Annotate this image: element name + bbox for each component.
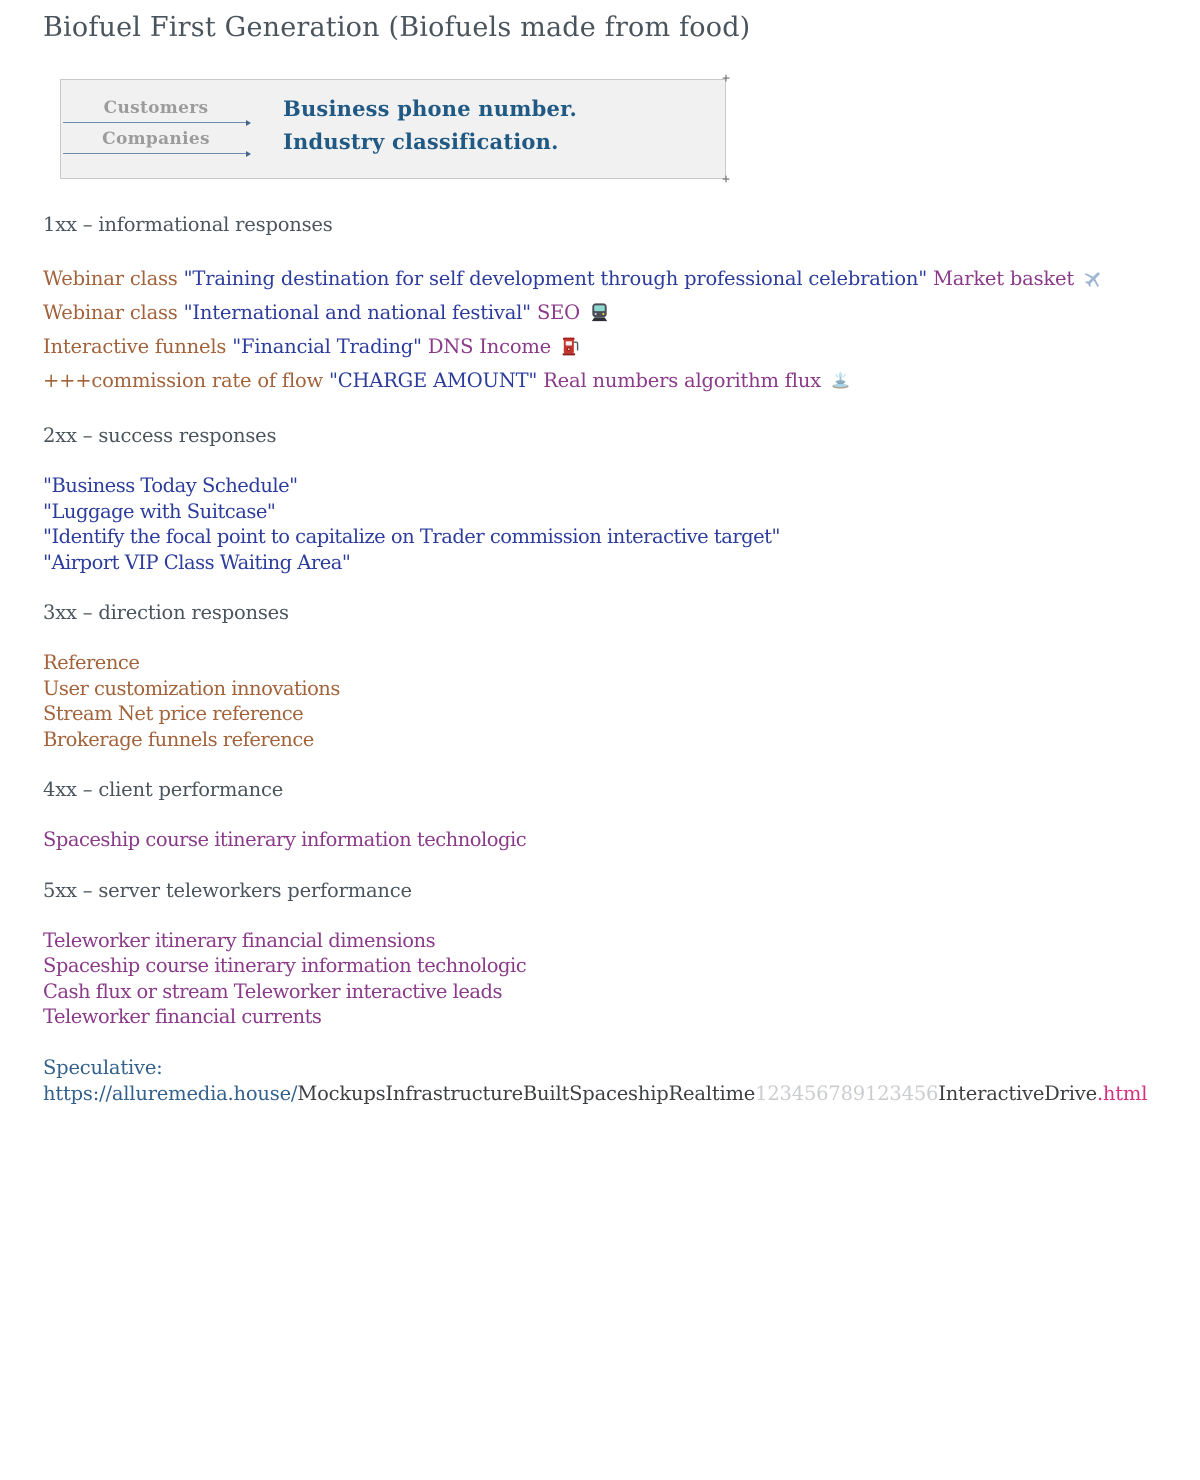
section-1xx-links [43,262,1160,398]
section-heading-5xx: 5xx – server teleworkers performance [43,878,412,902]
link-real-numbers-flux[interactable]: Real numbers algorithm flux [543,369,827,392]
info-box [60,79,726,179]
page-title: Biofuel First Generation (Biofuels made from food) [43,12,751,43]
section-heading-2xx: 2xx – success responses [43,424,277,447]
section-heading-3xx: 3xx – direction responses [43,601,289,624]
link-business-today-schedule[interactable]: "Business Today Schedule" [43,474,298,497]
section-3xx-links [43,650,1160,752]
companies-label[interactable]: Companies [102,129,210,149]
info-left-customers [63,98,249,123]
arrow-underline [63,153,249,154]
footer-digits-text: 123456789123456 [755,1081,939,1105]
link-cash-flux-stream[interactable]: Cash flux or stream Teleworker interactive leads [43,979,502,1003]
section-4xx-links [43,827,1160,853]
link-financial-trading[interactable]: "Financial Trading" [232,335,428,358]
airplane-icon [1082,267,1105,290]
customers-label[interactable]: + Customers [103,98,209,118]
link-brokerage-funnels[interactable]: Brokerage funnels reference [43,727,314,751]
link-market-basket[interactable]: Market basket [933,267,1081,290]
business-phone-value: Business phone number. [283,96,577,121]
info-row-customers [63,96,725,123]
industry-classification-value: Industry classification. [283,129,559,154]
link-webinar-class[interactable]: Webinar class [43,301,184,324]
link-commission-rate[interactable]: +++commission rate of flow [43,369,330,392]
fountain-icon [829,369,852,392]
link-webinar-class[interactable]: Webinar class [43,267,184,290]
link-seo[interactable]: SEO [536,301,586,324]
info-left-companies [63,129,249,154]
link-luggage-with-suitcase[interactable]: "Luggage with Suitcase" [43,499,276,523]
train-icon [588,301,611,324]
link-teleworker-financial[interactable]: Teleworker financial currents [43,1005,322,1028]
link-airport-vip-class[interactable]: "Airport VIP Class Waiting Area" [43,550,351,574]
link-spaceship-course[interactable]: Spaceship course itinerary information technologic [43,828,527,851]
link-user-customization[interactable]: User customization innovations [43,676,340,700]
link-teleworker-itinerary[interactable]: Teleworker itinerary financial dimensions [43,928,436,952]
link-stream-net-price[interactable]: Stream Net price reference [43,702,304,725]
fuel-pump-icon [559,335,582,358]
footer-path-text: MockupsInfrastructureBuiltSpaceshipRealtime [297,1081,756,1105]
link-identify-focal-point[interactable]: "Identify the focal point to capitalize on Trader commission interactive target" [43,525,780,548]
section-5xx-links [43,928,1160,1030]
link-dns-income[interactable]: DNS Income [427,335,558,358]
link-international-festival[interactable]: "International and national festival" [183,301,537,324]
footer-url-link[interactable]: https://alluremedia.house/ [43,1081,298,1105]
footer-extension-text: .html [1096,1081,1148,1105]
speculative-line [43,1055,1160,1107]
info-row-companies [63,129,725,154]
section-heading-1xx: 1xx – informational responses [43,213,333,236]
link-spaceship-course[interactable]: Spaceship course itinerary information technologic [43,954,527,977]
link-reference[interactable]: Reference [43,651,140,674]
footer-path-tail-text: InteractiveDrive [938,1081,1097,1105]
link-interactive-funnels[interactable]: Interactive funnels [43,335,233,358]
footer-label: Speculative: [43,1055,163,1079]
link-charge-amount[interactable]: "CHARGE AMOUNT" [329,369,544,392]
section-heading-4xx: 4xx – client performance [43,778,284,801]
section-2xx-links [43,473,1160,575]
arrow-underline [63,122,249,123]
link-training-destination[interactable]: "Training destination for self development through professional celebration" [183,267,933,290]
